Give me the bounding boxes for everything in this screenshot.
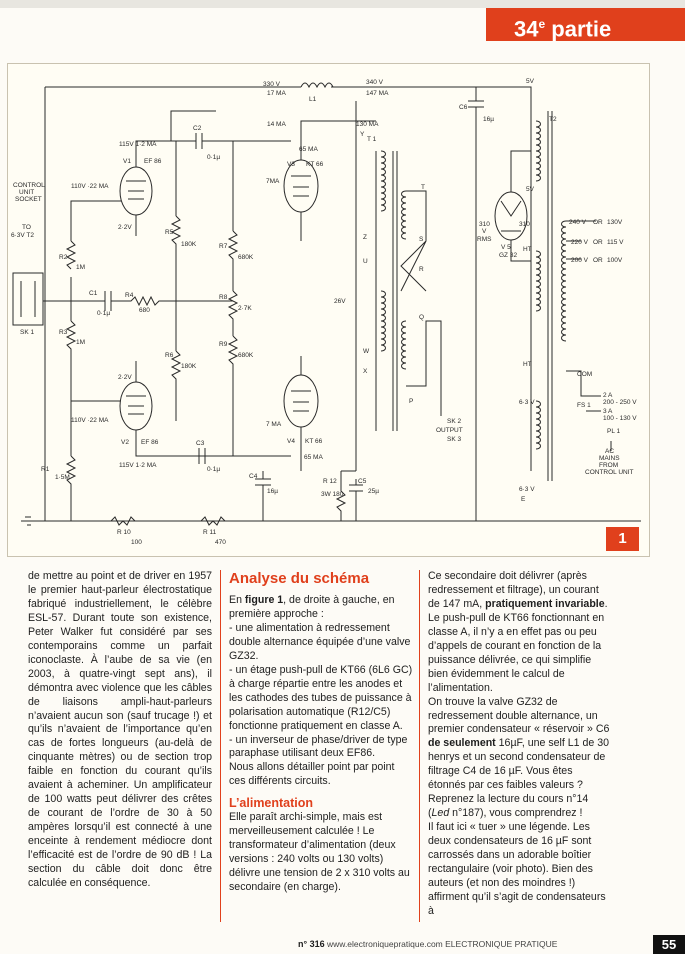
label-v3-type: KT 66 [306, 161, 324, 168]
label-147ma: 147 MA [366, 90, 389, 97]
list-item-push-pull: - un étage push-pull de KT66 (6L6 GC) à charge répartie entre les anodes et les cathodes des tubes de puissance à polarisation automatique (R12/C5) fonctionne pratiquement en classe A. [229, 663, 413, 732]
label-s: S [419, 236, 424, 243]
label-v5-name: V 5 [501, 244, 511, 251]
label-e: E [521, 496, 526, 503]
label-or3: OR [593, 257, 603, 264]
label-v1-in: 110V ·22 MA [71, 183, 109, 190]
label-ac: AC [605, 448, 615, 455]
column-1-text: de mettre au point et de driver en 1957 le premier haut-parleur électrostatique fabriqué industriellement, le célèbre ESL-57. Durant toute son existence, Peter Walker fut considéré par ses contemporains comme un parfait iconoclaste. À l’aube de sa vie (en 2003, à quatre-vingt sept ans), il démontra avec violence que les câbles de liaisons ampli-haut-parleurs n’avaient aucun son (sauf trucage !) et qu’ils n’avaient de l’importance qu’en cas de fortes longueurs (au-delà de cinquante mètres) ou de section trop faible en fonction du courant qu’ils avaient à acheminer. Un amplificateur de 100 watts peut délivrer des crêtes de courant de l’ordre de 30 à 50 ampères lorsqu’il est connecté à une enceinte à rendement médiocre dont l’efficacité est de l’ordre de 90 dB ! La section du câble doit donc être calculée en conséquence. [28, 570, 212, 889]
label-r7-val: 680K [238, 254, 254, 261]
label-fuse-3a-range: 100 - 130 V [603, 415, 637, 422]
label-5v-top: 5V [526, 78, 534, 85]
label-c1-val: 0·1µ [97, 310, 111, 317]
figure-number-badge: 1 [606, 527, 639, 551]
label-control-unit: CONTROL UNIT [585, 469, 634, 476]
label-r11: R 11 [203, 529, 217, 536]
label-t2: T2 [549, 116, 557, 123]
label-r10-val: 100 [131, 539, 142, 546]
label-v3-name: V3 [287, 161, 295, 168]
label-sk3: SK 3 [447, 436, 462, 443]
label-x: X [363, 368, 368, 375]
label-t: T [421, 184, 425, 191]
column-3-paragraph-3: Il faut ici « tuer » une légende. Les deux condensateurs de 16 µF sont carrossés dans un adorable boîtier rectangulaire (voir photo). Bien des auteurs (et non des moindres !) affirment qu’il s’agit de condensateurs à [428, 821, 606, 917]
label-c3-val: 0·1µ [207, 466, 221, 473]
label-fs1: FS 1 [577, 402, 591, 409]
label-v4-name: V4 [287, 438, 295, 445]
label-r8: R8 [219, 294, 228, 301]
label-or2: OR [593, 239, 603, 246]
text-column-2 [229, 570, 413, 895]
label-r11-val: 470 [215, 539, 226, 546]
label-v1-22v: 2·2V [118, 224, 132, 231]
label-r1-val: 1·5M [55, 474, 70, 481]
page-footer [298, 939, 557, 949]
text-column-1 [28, 570, 212, 891]
label-v5-310a: 310 [479, 221, 490, 228]
schematic-wiring [13, 83, 641, 525]
label-c1: C1 [89, 290, 98, 297]
label-v1-volt: 115V 1·2 MA [119, 141, 157, 148]
column-3-paragraph-2: On trouve la valve GZ32 de redressement double alternance, un premier condensateur « réservoir » C6 de seulement 16µF, une self L1 de 30 henrys et un second condensateur de filtrage C4 de 16 µF. Vous êtes étonnés par ces faibles valeurs ? Reprenez la lecture du cours n°14 (Led n°187), vous comprendrez ! [428, 695, 610, 820]
label-v1-name: V1 [123, 158, 131, 165]
label-v5-type: GZ 32 [499, 252, 518, 259]
label-com: COM [577, 371, 593, 378]
part-banner [486, 8, 685, 41]
label-r6-val: 180K [181, 363, 197, 370]
magazine-name: ELECTRONIQUE PRATIQUE [445, 939, 558, 949]
label-output: OUTPUT [436, 427, 463, 434]
label-v2-volt: 115V 1·2 MA [119, 462, 157, 469]
label-c6: C6 [459, 104, 468, 111]
label-fuse-2a: 2 A [603, 392, 613, 399]
label-u: U [363, 258, 368, 265]
label-pl1: PL 1 [607, 428, 621, 435]
label-v5-5v: 5V [526, 186, 534, 193]
part-word: partie [551, 16, 612, 42]
label-w: W [363, 348, 370, 355]
column-divider-2 [419, 570, 420, 922]
label-q: Q [419, 314, 425, 321]
column-divider-1 [220, 570, 221, 922]
label-p: P [409, 398, 414, 405]
label-c5-val: 25µ [368, 488, 379, 495]
label-l1: L1 [309, 96, 317, 103]
part-number: 34 [514, 16, 539, 42]
label-c4-val: 16µ [267, 488, 278, 495]
label-fuse-2a-range: 200 - 250 V [603, 399, 637, 406]
label-v1-type: EF 86 [144, 158, 162, 165]
label-unit: UNIT [19, 189, 35, 196]
label-c2: C2 [193, 125, 202, 132]
label-v3-ma: 65 MA [299, 146, 318, 153]
label-ht2: HT [523, 361, 532, 368]
label-26v: 26V [334, 298, 346, 305]
label-v2-in: 110V ·22 MA [71, 417, 109, 424]
label-r7: R7 [219, 243, 228, 250]
label-mains: MAINS [599, 455, 620, 462]
label-130ma: 130 MA [356, 121, 379, 128]
label-330v: 330 V [263, 81, 280, 88]
label-c6-val: 16µ [483, 116, 494, 123]
label-v5-310b: 310 [519, 221, 530, 228]
label-t1: T 1 [367, 136, 377, 143]
label-r9: R9 [219, 341, 228, 348]
label-sk2: SK 2 [447, 418, 462, 425]
subsection-heading: L’alimentation [229, 796, 314, 811]
label-r4-val: 680 [139, 307, 150, 314]
label-r8-val: 2·7K [238, 305, 252, 312]
list-item-power-supply: - une alimentation à redressement double alternance équipée d’une valve GZ32. [229, 621, 411, 662]
column-3-paragraph-1: Ce secondaire doit délivrer (après redressement et filtrage), un courant de 147 mA, pratiquement invariable. Le push-pull de KT66 fonctionnant en classe A, il n’y a en effet pas ou peu d’appels de courant en fonction de la puissance délivrée, ce qui simplifie bien évidemment le calcul de l’alimentation. [428, 570, 608, 694]
power-supply-paragraph: Elle paraît archi-simple, mais est merveilleusement calculée ! Le transformateur d’alimentation (deux versions : 240 volts ou 130 volts) délivre une tension de 2 x 310 volts au secondaire (en charge). [229, 811, 410, 894]
label-z: Z [363, 234, 367, 241]
part-suffix: e [538, 17, 546, 31]
label-r9-val: 680K [238, 352, 254, 359]
label-63v-b: 6·3 V [519, 486, 535, 493]
label-v2-name: V2 [121, 439, 129, 446]
label-r: R [419, 266, 424, 273]
text-column-3 [428, 570, 612, 919]
label-17ma: 17 MA [267, 90, 286, 97]
label-sk1: SK 1 [20, 329, 35, 336]
label-v5-rms: RMS [477, 236, 492, 243]
label-fuse-3a: 3 A [603, 408, 613, 415]
issue-number: n° 316 [298, 939, 325, 949]
label-from: FROM [599, 462, 619, 469]
label-v5-v: V [482, 228, 487, 235]
label-r5-val: 180K [181, 241, 197, 248]
label-v4-type: KT 66 [305, 438, 323, 445]
label-ht: HT [523, 246, 532, 253]
footer-url: www.electroniquepratique.com [327, 939, 443, 949]
label-or1: OR [593, 219, 603, 226]
label-r5: R5 [165, 229, 174, 236]
list-item-phase-inverter: - un inverseur de phase/driver de type paraphase utilisant deux EF86. [229, 733, 408, 760]
label-r3-val: 1M [76, 339, 86, 346]
label-c3: C3 [196, 440, 205, 447]
label-100v: 100V [607, 257, 623, 264]
schematic-figure [7, 63, 650, 557]
label-340v: 340 V [366, 79, 383, 86]
label-r10: R 10 [117, 529, 131, 536]
schematic-drawing [8, 64, 649, 556]
top-edge-strip [0, 0, 685, 8]
label-r3: R3 [59, 329, 68, 336]
page-number: 55 [653, 935, 685, 954]
label-c4: C4 [249, 473, 258, 480]
label-r6: R6 [165, 352, 174, 359]
label-130v: 130V [607, 219, 623, 226]
label-v2-22v: 2·2V [118, 374, 132, 381]
label-14ma: 14 MA [267, 121, 286, 128]
label-v4-ma: 7 MA [266, 421, 282, 428]
label-200v: 200 V [571, 257, 588, 264]
label-v4-ma2: 65 MA [304, 454, 323, 461]
label-y: Y [360, 131, 365, 138]
label-r4: R4 [125, 292, 134, 299]
label-to: TO [22, 224, 31, 231]
label-240v: 240 V [569, 219, 586, 226]
label-v2-type: EF 86 [141, 439, 159, 446]
intro-paragraph: En figure 1, de droite à gauche, en première approche : [229, 594, 395, 620]
label-v3-ma2: 7MA [266, 178, 280, 185]
label-c5: C5 [358, 478, 367, 485]
label-r2-val: 1M [76, 264, 86, 271]
label-r12-val: 3W 180 [321, 491, 344, 498]
label-to-63v: 6·3V T2 [11, 232, 35, 239]
label-r1: R1 [41, 466, 50, 473]
label-220v: 220 V [571, 239, 588, 246]
label-c2-val: 0·1µ [207, 154, 221, 161]
section-heading: Analyse du schéma [229, 570, 370, 587]
label-socket: SOCKET [15, 196, 42, 203]
label-115v: 115 V [607, 239, 624, 246]
label-r12: R 12 [323, 478, 337, 485]
detail-paragraph: Nous allons détailler point par point ces différents circuits. [229, 761, 395, 788]
label-control: CONTROL [13, 182, 45, 189]
label-r2: R2 [59, 254, 68, 261]
label-63v-a: 6·3 V [519, 399, 535, 406]
